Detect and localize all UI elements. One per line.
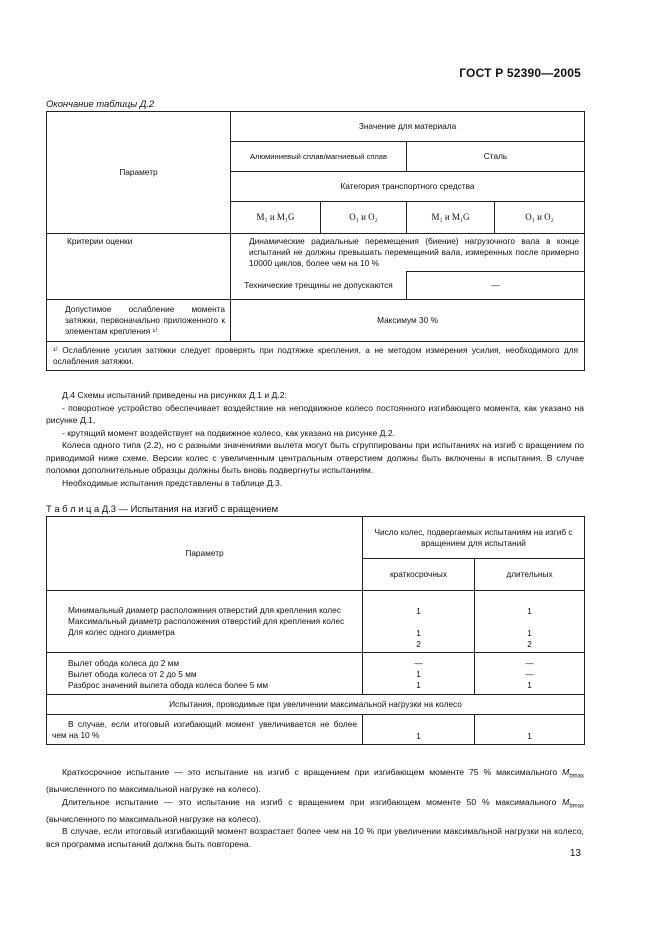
value-cell: 1 — [416, 628, 421, 638]
section-d4-paragraph: Необходимые испытания представлены в таблице Д.3. — [62, 477, 283, 488]
table-d2 — [46, 111, 585, 371]
value-cell: 2 — [527, 639, 532, 649]
value-cell: 1 — [527, 606, 532, 616]
table-d2-param-header: Параметр — [47, 112, 231, 234]
table-d2-footnote: ¹⁾ Ослабление усилия затяжки следует проверять при подтяжке крепления, а не методом измерения усилия, необходимого для ослабления затяжки. — [47, 342, 585, 371]
text-span: (вычисленного по максимальной нагрузке на колесо). — [46, 784, 261, 795]
value-cell: 1 — [416, 669, 421, 679]
vehicle-category-header: Категория транспортного средства — [231, 172, 585, 202]
param-offset-2: Вылет обода колеса до 2 мм — [68, 658, 180, 668]
table-d3-caption-prefix: Т а б л и ц а Д.3 — [46, 503, 117, 514]
material-alloy: Алюминиевый сплав/магниевый сплав — [231, 142, 407, 172]
value-cell: 1 — [527, 628, 532, 638]
offset-long-values — [475, 653, 585, 695]
short-test-definition — [46, 766, 584, 796]
table-d2-caption: Окончание таблицы Д.2 — [46, 98, 155, 109]
param-max-diameter: Максимальный диаметр расположения отверстий для крепления колес — [68, 616, 345, 626]
value-cell: — — [525, 669, 534, 679]
value-cell: — — [525, 658, 534, 668]
moment-symbol: M — [562, 796, 570, 807]
value-cell: 1 — [527, 680, 532, 690]
diameter-group — [47, 591, 363, 653]
last-row-long: 1 — [475, 715, 585, 745]
page-number: 13 — [569, 848, 581, 859]
max-load-row: Испытания, проводимые при увеличении максимальной нагрузки на колесо — [47, 695, 585, 715]
material-steel: Сталь — [407, 142, 585, 172]
category-cell: M₁ и M₁G — [231, 202, 321, 234]
section-d4-title: Д.4 Схемы испытаний приведены на рисунках Д.1 и Д.2: — [62, 390, 287, 400]
section-d4 — [46, 389, 584, 489]
bottom-text — [46, 766, 584, 850]
long-test-definition — [46, 796, 584, 826]
moment-subscript: bmax — [569, 773, 584, 780]
last-row-short: 1 — [363, 715, 475, 745]
param-min-diameter: Минимальный диаметр расположения отверстий для крепления колес — [68, 605, 341, 615]
table-d3-caption — [46, 503, 278, 514]
table-d3 — [46, 516, 585, 745]
section-d4-item: - поворотное устройство обеспечивает воздействие на неподвижное колесо постоянного изгибающего момента, как указано на рисунке Д.1, — [46, 402, 584, 425]
table-d3-count-header: Число колес, подвергаемых испытаниям на изгиб с вращением для испытаний — [363, 517, 585, 559]
value-cell: — — [414, 658, 423, 668]
criteria-value: Динамические радиальные перемещения (биение) нагрузочного вала в конце испытаний не должны превышать перемещений вала, измеренных после примерно 10000 циклов, более чем на 10 % — [231, 234, 585, 272]
value-cell: 1 — [416, 680, 421, 690]
table-d3-param-header: Параметр — [47, 517, 363, 591]
long-test-header: длительных — [475, 559, 585, 591]
text-span: (вычисленного по максимальной нагрузке на колесо). — [46, 813, 261, 824]
diameter-long-values — [475, 591, 585, 653]
moment-symbol: M — [562, 767, 570, 777]
cracks-not-allowed: Технические трещины не допускаются — [231, 272, 407, 300]
last-row-param — [47, 715, 363, 745]
value-cell: 1 — [416, 606, 421, 616]
param-offset-spread: Разброс значений вылета обода колеса более 5 мм — [68, 680, 269, 690]
offset-group — [47, 653, 363, 695]
section-d4-paragraph: Колеса одного типа (2.2), но с разными значениями вылета могут быть сгруппированы при испытаниях на изгиб с вращением по приводимой ниже схеме. Версии колес с увеличенным центральным отверстием должны быть включены в испытания. В случае поломки дополнительные образцы должны быть вновь подвергнуты испытаниям. — [46, 440, 584, 475]
value-cell: 2 — [416, 639, 421, 649]
table-d2-value-header: Значение для материала — [231, 112, 585, 142]
document-id: ГОСТ Р 52390—2005 — [459, 66, 581, 80]
category-cell: O₁ и O₂ — [495, 202, 585, 234]
loosening-value: Максимум 30 % — [231, 300, 585, 342]
text-span: Длительное испытание — это испытание на изгиб с вращением при изгибающем моменте 50 % максимального — [62, 796, 563, 807]
category-cell: O₁ и O₂ — [321, 202, 407, 234]
table-d3-caption-text: — Испытания на изгиб с вращением — [116, 503, 279, 514]
param-offset-2-5: Вылет обода колеса от 2 до 5 мм — [68, 669, 197, 679]
text-span: Краткосрочное испытание — это испытание на изгиб с вращением при изгибающем моменте 75 % максимального — [62, 767, 563, 777]
diameter-short-values — [363, 591, 475, 653]
loosening-label: Допустимое ослабление момента затяжки, первоначально приложенного к элементам крепления ¹⁾ — [47, 300, 231, 342]
cracks-steel-value: — — [407, 272, 585, 300]
param-same-diameter: Для колес одного диаметра — [68, 627, 175, 637]
last-row-text: В случае, если итоговый изгибающий момент увеличивается не более чем на 10 % — [52, 718, 357, 740]
criteria-label: Критерии оценки — [47, 234, 231, 300]
offset-short-values — [363, 653, 475, 695]
moment-subscript: bmax — [569, 803, 584, 810]
section-d4-item: - крутящий момент воздействует на подвижное колесо, как указано на рисунке Д.2. — [62, 427, 396, 438]
repeat-condition: В случае, если итоговый изгибающий момент возрастает более чем на 10 % при увеличении максимальной нагрузки на колесо, вся программа испытаний должна быть повторена. — [46, 826, 584, 849]
category-cell: M₁ и M₁G — [407, 202, 495, 234]
short-test-header: краткосрочных — [363, 559, 475, 591]
